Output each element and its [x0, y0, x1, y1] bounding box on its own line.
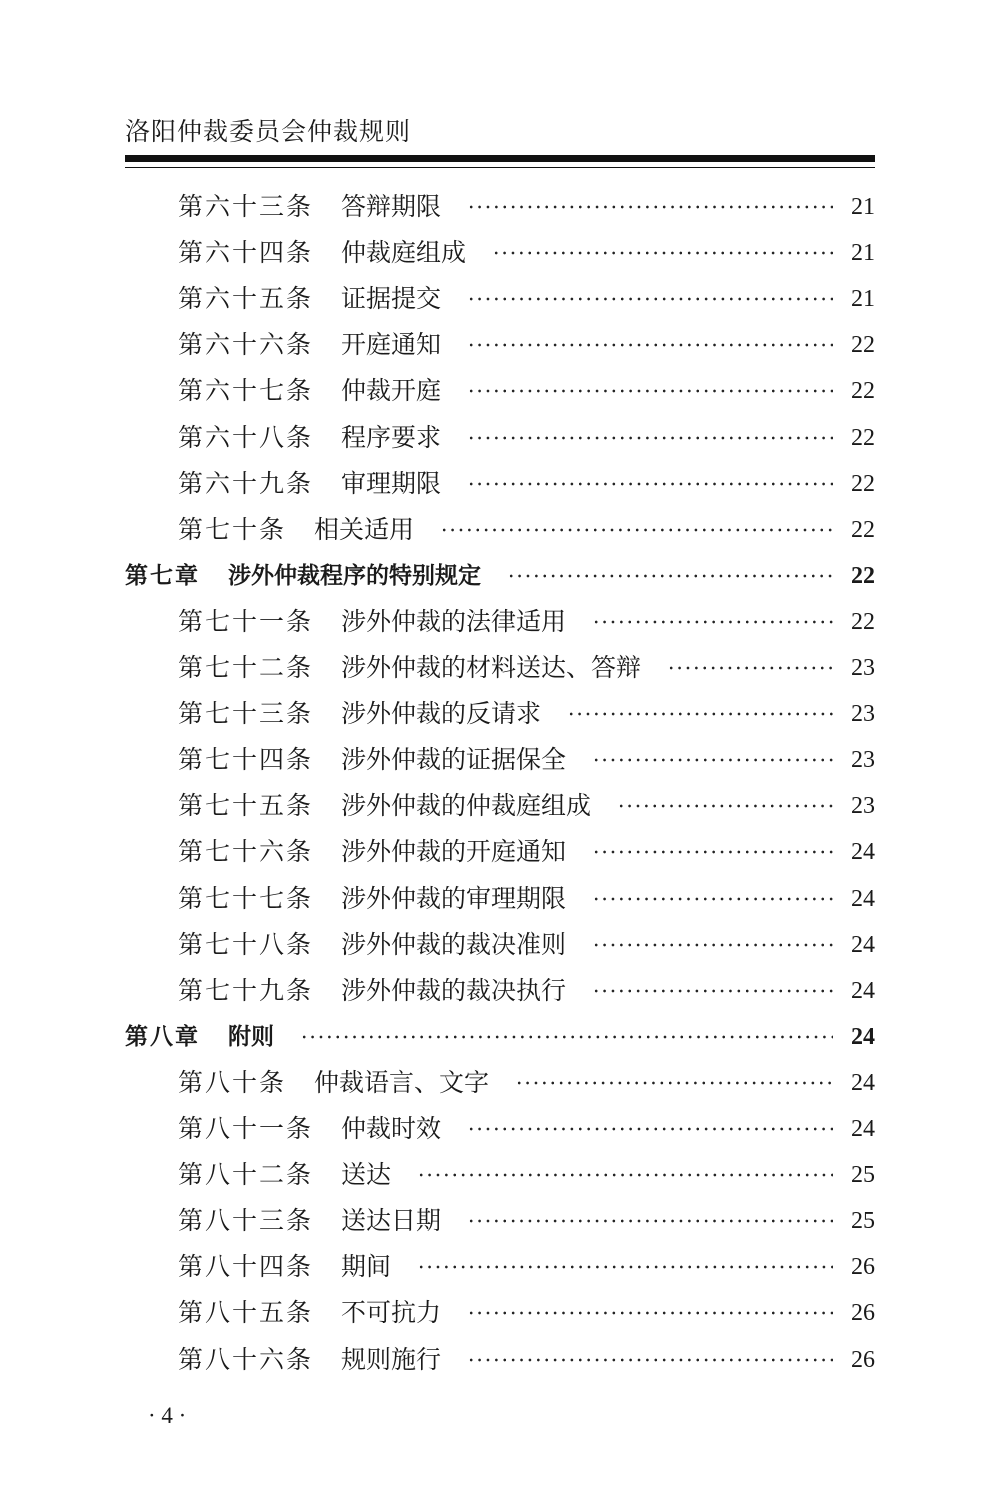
toc-article-entry — [178, 1290, 875, 1336]
toc-page-number: 22 — [851, 608, 875, 635]
toc-article-entry — [178, 507, 875, 553]
toc-entry-number: 第七章 — [125, 562, 200, 589]
toc-entry-number: 第六十八条 — [178, 422, 314, 452]
toc-dot-leader — [467, 297, 833, 301]
toc-page-number: 25 — [851, 1208, 875, 1235]
toc-page-number: 22 — [851, 516, 875, 543]
toc-page-number: 23 — [851, 655, 875, 681]
toc-page-number: 26 — [851, 1300, 875, 1327]
toc-entry-number: 第八十六条 — [178, 1344, 314, 1374]
toc-entry-number: 第七十九条 — [178, 975, 314, 1005]
toc-entry-number: 第六十七条 — [178, 376, 314, 406]
toc-entry-number: 第八十四条 — [178, 1252, 314, 1282]
toc-article-entry — [178, 1244, 875, 1290]
toc-entry-title: 审理期限 — [341, 468, 442, 498]
toc-dot-leader — [592, 989, 833, 993]
toc-entry-title: 仲裁时效 — [341, 1114, 442, 1143]
toc-entry-number: 第七十八条 — [178, 929, 314, 959]
toc-dot-leader — [417, 1173, 833, 1177]
toc-page-number: 26 — [851, 1346, 875, 1373]
toc-entry-number: 第八十一条 — [178, 1114, 314, 1143]
toc-page-number: 22 — [851, 378, 875, 405]
toc-page-number: 22 — [851, 562, 875, 589]
toc-article-entry — [178, 829, 875, 875]
toc-article-entry — [178, 230, 875, 276]
toc-entry-number: 第八章 — [125, 1023, 200, 1050]
toc-entry-number: 第八十五条 — [178, 1298, 314, 1328]
toc-article-entry — [178, 415, 875, 461]
toc-dot-leader — [592, 620, 833, 624]
toc-article-entry — [178, 322, 875, 368]
toc-entry-number: 第七十四条 — [178, 745, 314, 775]
toc-dot-leader — [515, 1081, 833, 1085]
toc-page-number: 24 — [851, 977, 875, 1004]
toc-dot-leader — [467, 1219, 833, 1223]
toc-dot-leader — [507, 574, 833, 578]
toc-article-entry — [178, 368, 875, 414]
toc-entry-title: 涉外仲裁的证据保全 — [341, 745, 567, 775]
toc-entry-title: 涉外仲裁的审理期限 — [341, 883, 567, 913]
toc-article-entry — [178, 1337, 875, 1383]
toc-page-number: 24 — [851, 931, 875, 958]
toc-entry-number: 第七十一条 — [178, 606, 314, 636]
toc-page-number: 24 — [851, 1069, 875, 1096]
toc-article-entry — [178, 645, 875, 691]
toc-entry-title: 涉外仲裁程序的特别规定 — [228, 562, 481, 589]
toc-dot-leader — [467, 1358, 833, 1362]
toc-dot-leader — [467, 205, 833, 209]
toc-page-number: 23 — [851, 793, 875, 820]
toc-article-entry — [178, 1060, 875, 1106]
toc-dot-leader — [592, 943, 833, 947]
toc-dot-leader — [592, 897, 833, 901]
running-header-title: 洛阳仲裁委员会仲裁规则 — [125, 117, 412, 146]
toc-entry-number: 第六十三条 — [178, 192, 314, 221]
toc-dot-leader — [467, 389, 833, 393]
toc-dot-leader — [592, 850, 833, 854]
toc-article-entry — [178, 691, 875, 737]
toc-dot-leader — [440, 528, 833, 532]
toc-page-number: 22 — [851, 470, 875, 497]
toc-entry-number: 第六十九条 — [178, 468, 314, 498]
toc-entry-title: 仲裁语言、文字 — [314, 1067, 490, 1097]
toc-chapter-entry — [125, 553, 875, 599]
toc-entry-number: 第七十三条 — [178, 699, 314, 729]
toc-dot-leader — [467, 482, 833, 486]
toc-entry-number: 第八十二条 — [178, 1160, 314, 1190]
toc-entry-title: 仲裁开庭 — [341, 376, 442, 406]
toc-dot-leader — [300, 1035, 833, 1039]
toc-entry-title: 答辩期限 — [341, 192, 442, 221]
toc-article-entry — [178, 737, 875, 783]
toc-entry-number: 第七十二条 — [178, 653, 314, 682]
toc-dot-leader — [467, 1311, 833, 1315]
toc-article-entry — [178, 876, 875, 922]
toc-entry-number: 第六十六条 — [178, 330, 314, 360]
toc-dot-leader — [617, 804, 833, 808]
toc-article-entry — [178, 783, 875, 829]
toc-dot-leader — [417, 1265, 833, 1269]
toc-entry-number: 第六十四条 — [178, 238, 314, 268]
toc-page-number: 24 — [851, 839, 875, 866]
toc-entry-title: 相关适用 — [314, 514, 415, 544]
toc-article-entry — [178, 1152, 875, 1198]
page-number: · 4 · — [148, 1403, 187, 1428]
toc-page-number: 23 — [851, 701, 875, 728]
toc-entry-title: 开庭通知 — [341, 330, 442, 360]
toc-entry-number: 第七十五条 — [178, 791, 314, 821]
toc-entry-title: 涉外仲裁的开庭通知 — [341, 837, 567, 867]
toc-entry-title: 不可抗力 — [341, 1298, 442, 1328]
toc-dot-leader — [592, 758, 833, 762]
toc-page-number: 21 — [851, 286, 875, 313]
toc-dot-leader — [567, 712, 833, 716]
toc-entry-title: 证据提交 — [341, 284, 442, 314]
toc-entry-title: 涉外仲裁的仲裁庭组成 — [341, 791, 592, 821]
toc-page-number: 22 — [851, 424, 875, 451]
toc-article-entry — [178, 461, 875, 507]
toc-page-number: 25 — [851, 1162, 875, 1189]
toc-page-number: 21 — [851, 240, 875, 267]
toc-article-entry — [178, 968, 875, 1014]
toc-page-number: 21 — [851, 194, 875, 220]
toc-entry-number: 第七十六条 — [178, 837, 314, 867]
toc-chapter-entry — [125, 1014, 875, 1060]
toc-page-number: 23 — [851, 747, 875, 774]
toc-page-number: 24 — [851, 885, 875, 912]
toc-dot-leader — [467, 436, 833, 440]
toc-article-entry — [178, 599, 875, 645]
toc-entry-title: 涉外仲裁的材料送达、答辩 — [341, 653, 642, 682]
toc-entry-title: 涉外仲裁的裁决执行 — [341, 975, 567, 1005]
toc-entry-number: 第七十条 — [178, 514, 287, 544]
toc-entry-title: 期间 — [341, 1252, 392, 1282]
toc-dot-leader — [492, 251, 833, 255]
toc-entry-title: 送达 — [341, 1160, 392, 1190]
header-rule-thick — [125, 155, 875, 162]
toc-article-entry — [178, 276, 875, 322]
toc-entry-title: 附则 — [228, 1023, 274, 1050]
toc-page-number: 24 — [851, 1023, 875, 1050]
toc-entry-title: 规则施行 — [341, 1344, 442, 1374]
toc-page-number: 24 — [851, 1116, 875, 1142]
toc-article-entry — [178, 184, 875, 230]
toc-dot-leader — [467, 343, 833, 347]
toc-article-entry — [178, 922, 875, 968]
toc-entry-number: 第八十三条 — [178, 1206, 314, 1236]
toc-entry-title: 送达日期 — [341, 1206, 442, 1236]
toc-article-entry — [178, 1106, 875, 1152]
toc-entry-number: 第七十七条 — [178, 883, 314, 913]
toc-article-entry — [178, 1198, 875, 1244]
toc-page-number: 26 — [851, 1254, 875, 1281]
toc-entry-title: 涉外仲裁的裁决准则 — [341, 929, 567, 959]
toc-entry-title: 程序要求 — [341, 422, 442, 452]
toc-entry-title: 涉外仲裁的反请求 — [341, 699, 542, 729]
toc-entry-number: 第八十条 — [178, 1067, 287, 1097]
toc-entry-number: 第六十五条 — [178, 284, 314, 314]
toc-dot-leader — [667, 666, 833, 670]
header-rule-thin — [125, 167, 875, 168]
toc-entry-title: 涉外仲裁的法律适用 — [341, 606, 567, 636]
toc-page-number: 22 — [851, 332, 875, 359]
toc-entry-title: 仲裁庭组成 — [341, 238, 467, 268]
toc-dot-leader — [467, 1127, 833, 1131]
